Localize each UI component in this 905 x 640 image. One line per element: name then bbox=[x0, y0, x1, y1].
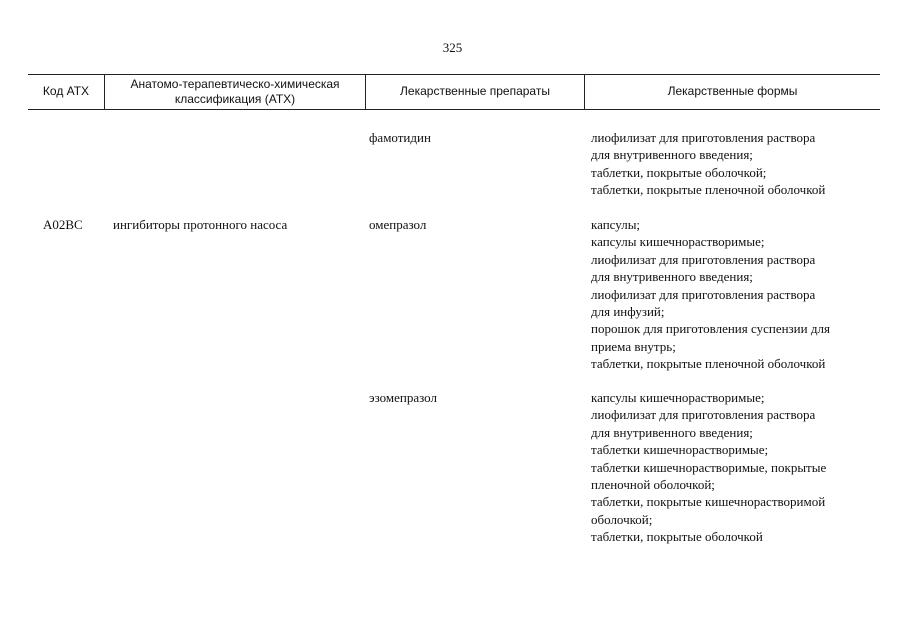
dosage-form-line: порошок для приготовления суспензии для bbox=[591, 321, 830, 337]
dosage-form-line: лиофилизат для приготовления раствора bbox=[591, 251, 816, 267]
drug-name: фамотидин bbox=[369, 130, 431, 145]
dosage-form-line: капсулы кишечнорастворимые; bbox=[591, 234, 765, 250]
atc-classification: ингибиторы протонного насоса bbox=[113, 217, 288, 232]
dosage-forms bbox=[591, 129, 825, 199]
dosage-form-line: лиофилизат для приготовления раствора bbox=[591, 286, 816, 302]
dosage-forms bbox=[591, 389, 826, 546]
dosage-form-line: для внутривенного введения; bbox=[591, 424, 753, 440]
dosage-form-line: таблетки кишечнорастворимые; bbox=[591, 442, 769, 458]
dosage-form-line: для внутривенного введения; bbox=[591, 269, 753, 285]
dosage-form-line: таблетки, покрытые пленочной оболочкой bbox=[591, 182, 826, 198]
atc-code: A02BC bbox=[43, 217, 83, 232]
dosage-form-line: оболочкой; bbox=[591, 511, 653, 527]
table-header-bottom-rule bbox=[28, 109, 880, 110]
drug-name: омепразол bbox=[369, 217, 427, 232]
dosage-form-line: таблетки, покрытые пленочной оболочкой bbox=[591, 356, 826, 372]
header-drugs: Лекарственные препараты bbox=[400, 84, 550, 98]
dosage-form-line: лиофилизат для приготовления раствора bbox=[591, 130, 816, 145]
dosage-forms bbox=[591, 216, 830, 373]
dosage-form-line: таблетки, покрытые оболочкой; bbox=[591, 164, 767, 180]
dosage-form-line: лиофилизат для приготовления раствора bbox=[591, 407, 816, 423]
dosage-form-line: для внутривенного введения; bbox=[591, 147, 753, 163]
dosage-form-line: капсулы; bbox=[591, 217, 641, 232]
dosage-form-line: для инфузий; bbox=[591, 304, 665, 320]
dosage-form-line: таблетки, покрытые кишечнорастворимой bbox=[591, 494, 826, 510]
dosage-form-line: таблетки, покрытые оболочкой bbox=[591, 529, 763, 545]
dosage-form-line: таблетки кишечнорастворимые, покрытые bbox=[591, 459, 827, 475]
header-code: Код АТХ bbox=[42, 84, 90, 98]
dosage-form-line: приема внутрь; bbox=[591, 338, 676, 354]
header-classification: Анатомо-терапевтическо-химическая классификация (АТХ) bbox=[130, 76, 340, 106]
drug-name: эзомепразол bbox=[369, 390, 437, 405]
dosage-form-line: пленочной оболочкой; bbox=[591, 477, 715, 493]
dosage-form-line: капсулы кишечнорастворимые; bbox=[591, 390, 765, 405]
page-number: 325 bbox=[442, 40, 463, 55]
header-forms: Лекарственные формы bbox=[667, 84, 798, 98]
